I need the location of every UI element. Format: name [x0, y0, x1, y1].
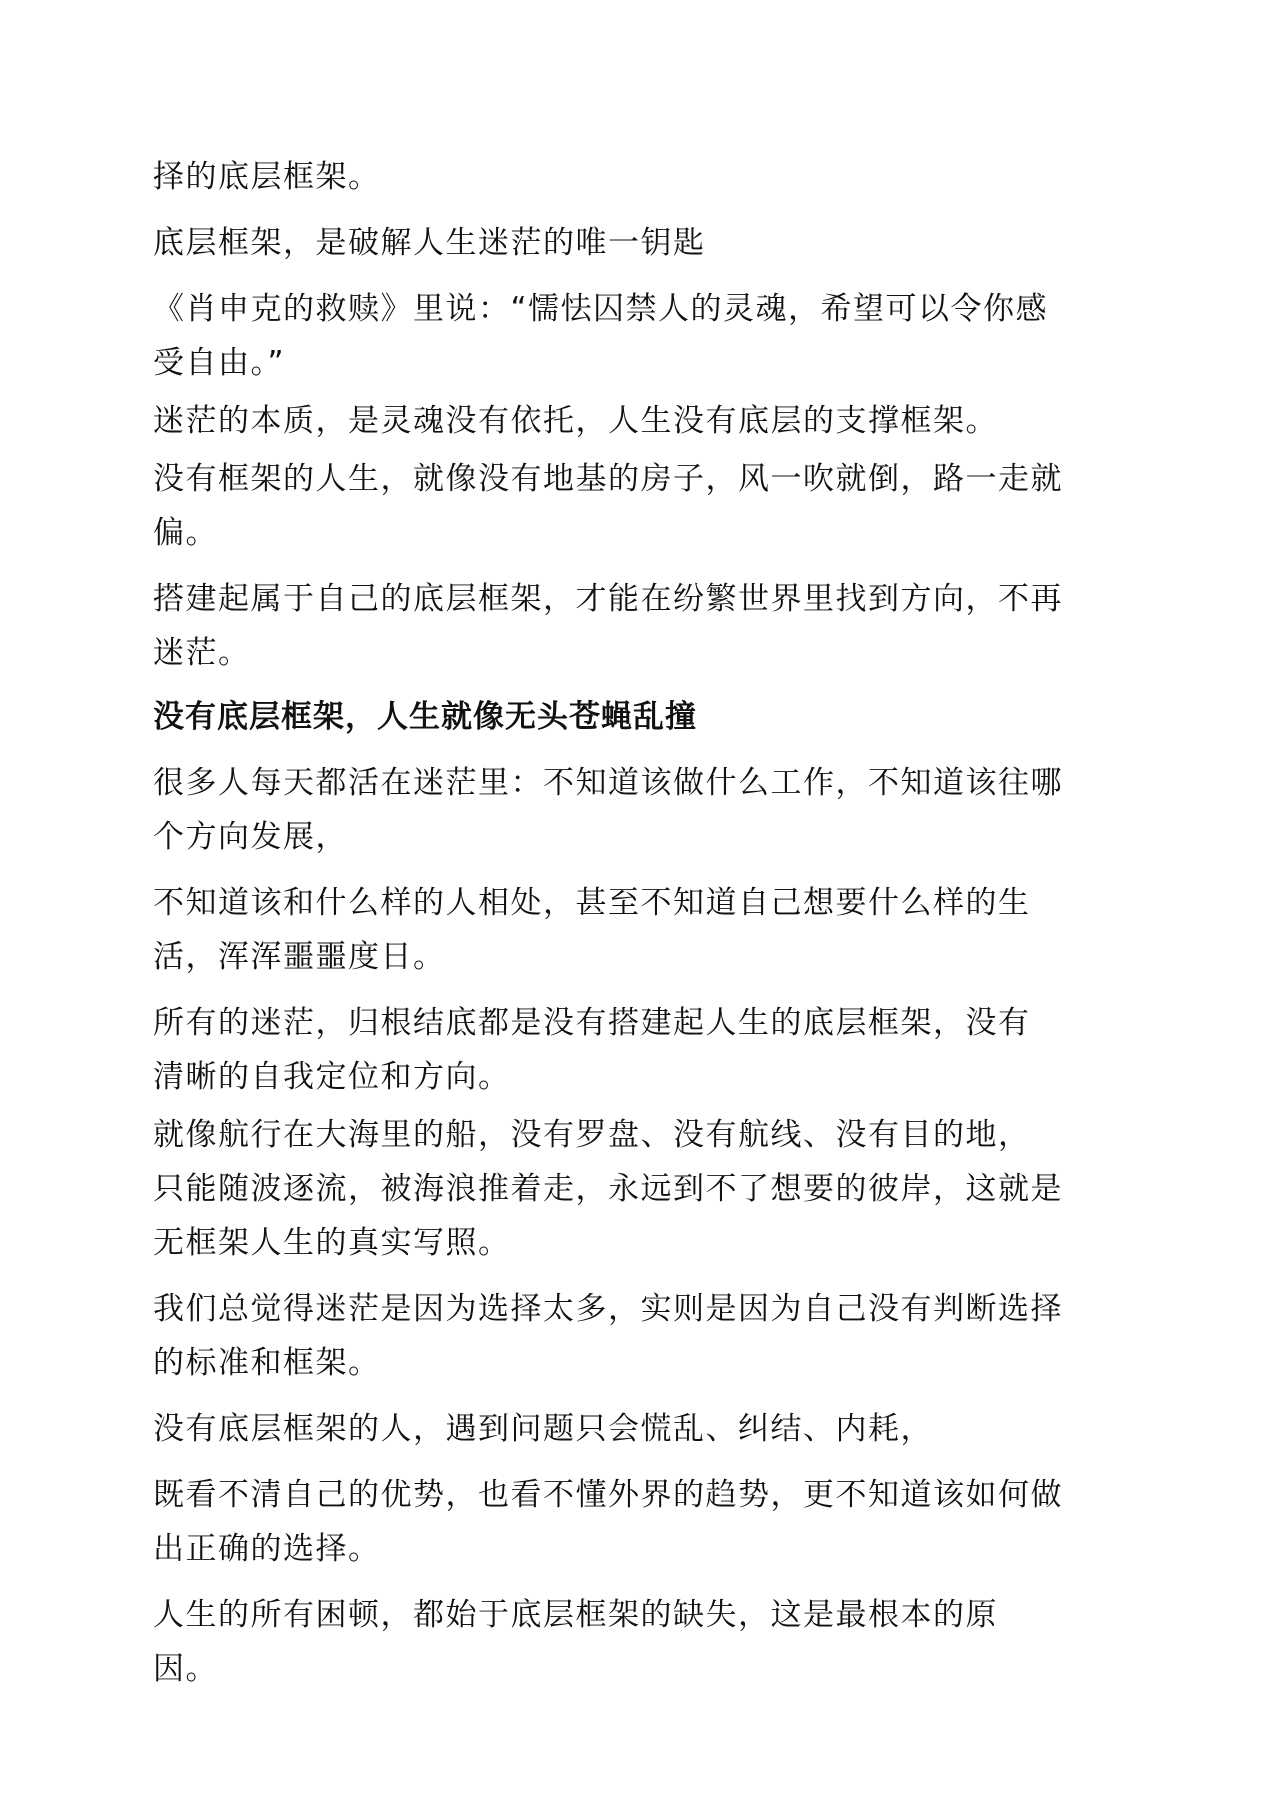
paragraph-15: 既看不清自己的优势，也看不懂外界的趋势，更不知道该如何做 出正确的选择。 [153, 1477, 1063, 1567]
paragraph-4: 迷茫的本质，是灵魂没有依托，人生没有底层的支撑框架。 [153, 403, 998, 439]
paragraph-11: 只能随波逐流，被海浪推着走，永远到不了想要的彼岸，这就是 [153, 1171, 1063, 1207]
document-body [153, 150, 1113, 1696]
paragraph-7: 很多人每天都活在迷茫里：不知道该做什么工作，不知道该往哪 个方向发展， [153, 765, 1063, 855]
section-heading: 没有底层框架，人生就像无头苍蝇乱撞 [153, 699, 697, 735]
paragraph-2: 底层框架，是破解人生迷茫的唯一钥匙 [153, 225, 706, 261]
paragraph-1: 择的底层框架。 [153, 159, 381, 195]
paragraph-9: 所有的迷茫，归根结底都是没有搭建起人生的底层框架，没有 清晰的自我定位和方向。 [153, 1005, 1031, 1095]
paragraph-16: 人生的所有困顿，都始于底层框架的缺失，这是最根本的原 因。 [153, 1597, 998, 1687]
paragraph-12: 无框架人生的真实写照。 [153, 1225, 511, 1261]
paragraph-8: 不知道该和什么样的人相处，甚至不知道自己想要什么样的生 活，浑浑噩噩度日。 [153, 885, 1031, 975]
paragraph-6: 搭建起属于自己的底层框架，才能在纷繁世界里找到方向，不再 迷茫。 [153, 581, 1063, 671]
paragraph-14: 没有底层框架的人，遇到问题只会慌乱、纠结、内耗， [153, 1411, 933, 1447]
paragraph-10: 就像航行在大海里的船，没有罗盘、没有航线、没有目的地， [153, 1117, 1031, 1153]
paragraph-3: 《肖申克的救赎》里说：“懦怯囚禁人的灵魂，希望可以令你感 受自由。” [153, 291, 1049, 381]
paragraph-13: 我们总觉得迷茫是因为选择太多，实则是因为自己没有判断选择 的标准和框架。 [153, 1291, 1063, 1381]
paragraph-5: 没有框架的人生，就像没有地基的房子，风一吹就倒，路一走就 偏。 [153, 461, 1063, 551]
